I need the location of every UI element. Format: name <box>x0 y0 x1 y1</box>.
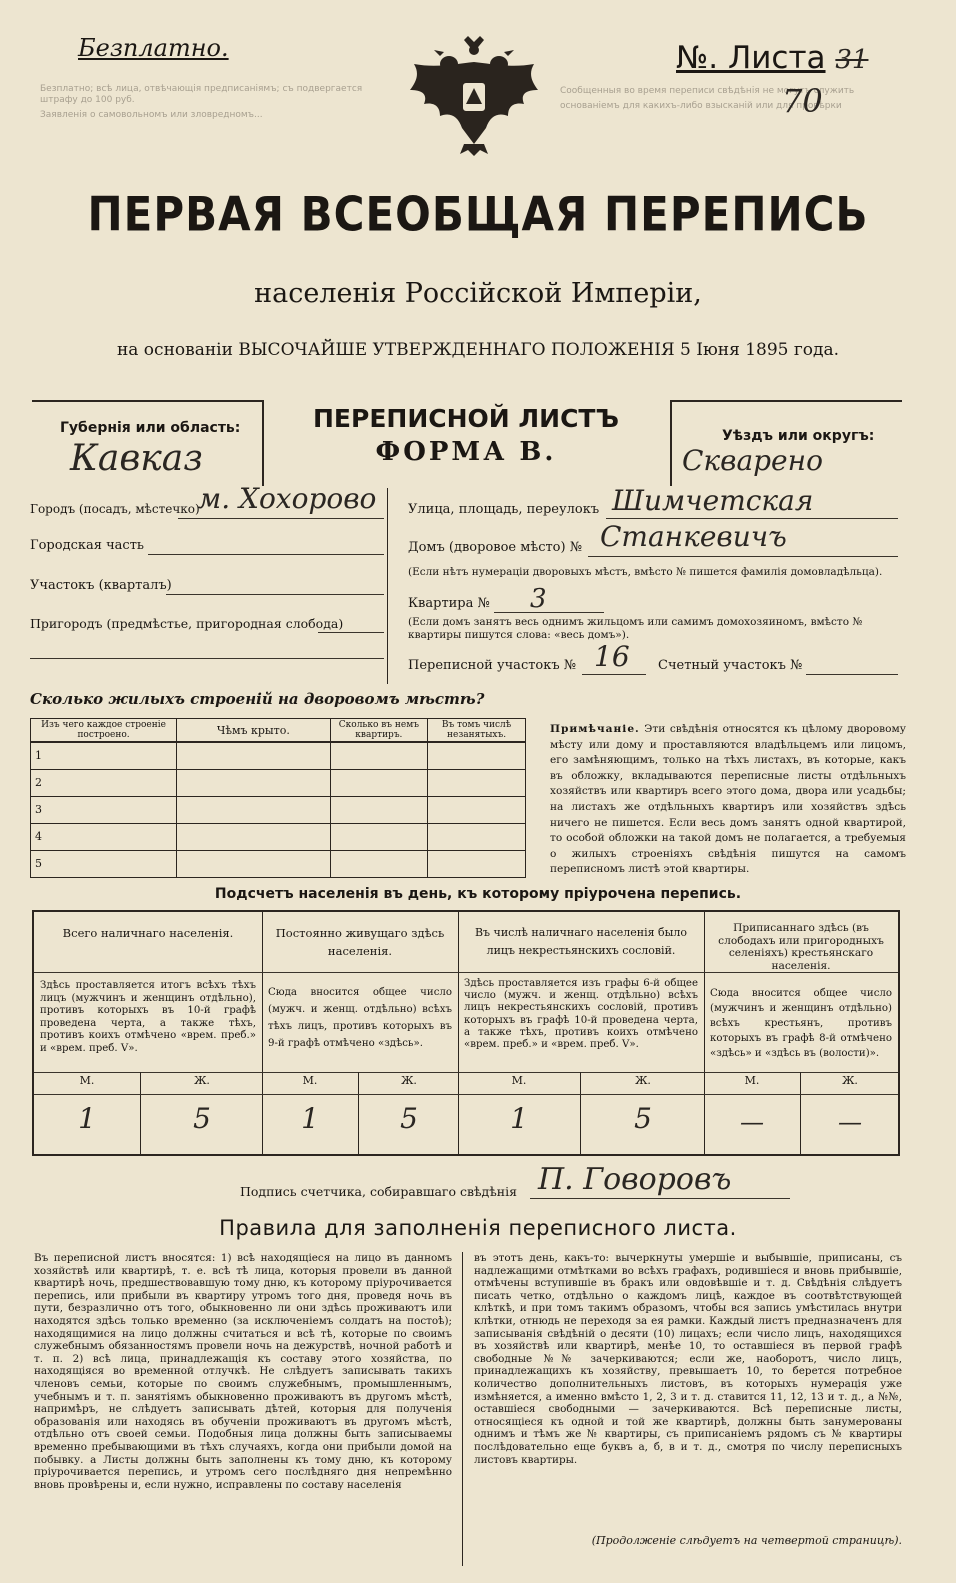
free-label: Безплатно. <box>78 34 229 62</box>
population-col-peasant <box>704 912 898 1154</box>
population-title: Подсчетъ населенія въ день, къ которому пріурочена перепись. <box>214 886 742 902</box>
divider <box>458 1094 704 1095</box>
nonpeasant-m-value[interactable]: 1 <box>510 1102 528 1135</box>
bleed-through-left <box>40 84 370 121</box>
divider <box>704 1094 898 1095</box>
divider <box>34 1094 262 1095</box>
cell[interactable] <box>330 769 428 796</box>
census-section-label: Переписной участокъ № <box>408 658 577 673</box>
total-m-value[interactable]: 1 <box>78 1102 96 1135</box>
precinct-label: Участокъ (кварталъ) <box>30 578 172 593</box>
row-number: 1 <box>31 742 177 769</box>
f-label: Ж. <box>635 1074 651 1087</box>
divider <box>800 1072 801 1154</box>
divider <box>580 1072 581 1154</box>
divider <box>704 972 898 973</box>
rules-right-column: въ этотъ день, какъ-то: вычеркнуты умершіе и выбывшіе, приписаны, съ надлежащими отмѣтками во всѣхъ графахъ, родившіеся и вновь прибывшіе, отмѣчены вступившіе въ бракъ или овдовѣвшіе и т. д. Свѣдѣнія слѣдуетъ писать четко, отдѣльно о каждомъ лицѣ, каждое въ соотвѣтствующей клѣткѣ, и при томъ такимъ образомъ, чтобы вся запись умѣстилась внутри клѣтки, отнюдь не переходя за ея рамки. Каждый листъ предназначенъ для записыванія свѣдѣній о десяти (10) лицахъ; если число лицъ, находящихся въ хозяйствѣ или квартирѣ, менѣе 10, то оставшіеся въ первой графѣ свободные №№ зачеркиваются; если же, наоборотъ, число лицъ, принадлежащихъ къ хозяйству, превышаетъ 10, то берется потребное количество дополнительныхъ листовъ, въ которыхъ нумерація уже измѣняется, а именно вмѣсто 1, 2, 3 и т. д. ставится 11, 12, 13 и т. д., а №№, оставшіеся свободными — зачеркиваются. Всѣ переписные листы, относящіеся къ одной и той же квартирѣ, должны быть занумерованы однимъ и тѣмъ же № квартиры, съ приписаніемъ рядомъ съ № квартиры послѣдовательно еще буквъ а, б, в и т. д., смотря по числу переписныхъ листовъ квартиры. <box>474 1252 902 1466</box>
form-title-box <box>264 400 668 467</box>
street-value[interactable]: Шимчетская <box>612 484 814 517</box>
bleed-line: Сообщенныя во время переписи свѣдѣнія не могутъ служить <box>560 86 855 96</box>
signature-value[interactable]: П. Говоровъ <box>538 1162 732 1197</box>
col-desc: Сюда вносится общее число (мужчинъ и женщинъ отдѣльно) всѣхъ крестьянъ, противъ которыхъ въ графѣ 8-й отмѣчено «здѣсь» и «здѣсь въ (волости)». <box>710 988 892 1059</box>
cell[interactable] <box>330 796 428 823</box>
buildings-note <box>550 722 906 878</box>
col-heading: Постоянно живущаго здѣсь населенія. <box>275 926 445 958</box>
divider <box>34 1072 262 1073</box>
buildings-col-vacant: Въ томъ числѣ незанятыхъ. <box>428 719 526 743</box>
cell[interactable] <box>177 850 330 877</box>
suburb-line-2[interactable] <box>30 658 384 659</box>
province-label: Губернія или область: <box>60 420 241 436</box>
buildings-col-roof: Чѣмъ крыто. <box>177 719 330 743</box>
street-line <box>606 518 898 519</box>
province-box <box>32 400 264 486</box>
divider <box>262 1072 458 1073</box>
cell[interactable] <box>330 742 428 769</box>
permanent-m-value[interactable]: 1 <box>301 1102 319 1135</box>
house-note: (Если нѣтъ нумераціи дворовыхъ мѣстъ, вмѣсто № пишется фамилія домовладѣльца). <box>408 566 883 578</box>
double-headed-eagle-icon <box>404 34 544 156</box>
col-heading: Всего наличнаго населенія. <box>62 926 234 940</box>
rules-title: Правила для заполненія переписного листа. <box>219 1216 737 1240</box>
province-value[interactable]: Кавказ <box>70 438 203 479</box>
nonpeasant-f-value[interactable]: 5 <box>634 1102 652 1135</box>
col-desc: Здѣсь проставляется итогъ всѣхъ тѣхъ лицъ (мужчинъ и женщинъ отдѣльно), противъ которыхъ въ 10-й графѣ проведена черта, а также тѣхъ, противъ коихъ отмѣчено «врем. преб.» и «врем. преб. V». <box>40 980 256 1054</box>
table-row <box>31 850 526 877</box>
divider <box>458 1072 704 1073</box>
district-value[interactable]: Скварено <box>682 444 823 477</box>
m-label: М. <box>79 1074 95 1087</box>
signature-line <box>530 1198 790 1199</box>
apartment-value[interactable]: 3 <box>530 584 547 614</box>
cell[interactable] <box>177 769 330 796</box>
f-label: Ж. <box>842 1074 858 1087</box>
sheet-number-struck: 31 <box>835 45 869 75</box>
census-section-value[interactable]: 16 <box>594 640 630 673</box>
peasant-m-value[interactable]: — <box>740 1108 764 1136</box>
page-subtitle: населенія Россійской Имперіи, <box>254 278 702 309</box>
signature-label: Подпись счетчика, собиравшаго свѣдѣнія <box>240 1184 517 1199</box>
precinct-line[interactable] <box>166 594 384 595</box>
divider <box>704 1072 898 1073</box>
bleed-line: основаніемъ для какихъ-либо взысканій или для провѣрки <box>560 101 842 111</box>
row-number: 4 <box>31 823 177 850</box>
divider <box>262 1094 458 1095</box>
house-value[interactable]: Станкевичъ <box>600 520 787 553</box>
city-line <box>178 518 384 519</box>
apartment-label: Квартира № <box>408 596 490 611</box>
permanent-f-value[interactable]: 5 <box>400 1102 418 1135</box>
rules-divider <box>462 1252 463 1566</box>
legal-basis: на основаніи ВЫСОЧАЙШЕ УТВЕРЖДЕННАГО ПОЛОЖЕНІЯ 5 Іюня 1895 года. <box>116 340 840 360</box>
cell[interactable] <box>428 742 526 769</box>
census-section-line <box>582 674 646 675</box>
population-col-nonpeasant <box>458 912 705 1154</box>
divider <box>140 1072 141 1154</box>
population-col-total <box>34 912 263 1154</box>
note-title: Примѣчаніе. <box>550 723 640 735</box>
buildings-question: Сколько жилыхъ строеній на дворовомъ мѣстѣ? <box>30 690 485 708</box>
cell[interactable] <box>177 823 330 850</box>
sheet-number-label <box>676 40 868 76</box>
page-title: ПЕРВАЯ ВСЕОБЩАЯ ПЕРЕПИСЬ <box>87 187 869 242</box>
apartment-line <box>494 612 604 613</box>
suburb-line[interactable] <box>318 632 384 633</box>
divider <box>358 1072 359 1154</box>
col-heading: Приписаннаго здѣсь (въ слободахъ или пригородныхъ селеніяхъ) крестьянскаго населенія. <box>718 922 884 972</box>
buildings-col-apartments: Сколько въ немъ квартиръ. <box>330 719 428 743</box>
buildings-col-material: Изъ чего каждое строеніе построено. <box>31 719 177 743</box>
buildings-table <box>30 718 526 878</box>
city-part-line[interactable] <box>148 554 384 555</box>
table-row <box>31 742 526 769</box>
suburb-label: Пригородъ (предмѣстье, пригородная слобода) <box>30 616 344 631</box>
cell[interactable] <box>428 796 526 823</box>
house-label: Домъ (дворовое мѣсто) № <box>408 540 583 555</box>
divider <box>262 972 458 973</box>
city-value[interactable]: м. Хохорово <box>198 482 377 515</box>
cell[interactable] <box>428 850 526 877</box>
city-part-label: Городская часть <box>30 538 144 553</box>
house-line <box>588 556 898 557</box>
population-table <box>32 910 900 1156</box>
rules-left-column: Въ переписной листъ вносятся: 1) всѣ находящіеся на лицо въ данномъ хозяйствѣ или квартирѣ, т. е. всѣ тѣ лица, которыя провели въ данной квартирѣ ночь, предшествовавшую тому дню, къ которому пріурочивается перепись, или прибыли въ квартиру утромъ того дня, проведя ночь въ пути, безразлично отъ того, обыкновенно ли они здѣсь проживаютъ или находятся здѣсь только временно (за исключеніемъ солдатъ на постоѣ); находящимися на лицо должны считаться и всѣ тѣ, которые по своимъ служебнымъ обязанностямъ провели ночь на дежурствѣ, ночной работѣ и т. п. 2) всѣ лица, принадлежащія къ составу этого хозяйства, по находящіяся во временной отлучкѣ. Не слѣдуетъ записывать такихъ членовъ семьи, которые по своимъ служебнымъ, промышленнымъ, учебнымъ и т. п. занятіямъ обыкновенно проживаютъ въ другомъ мѣстѣ, напримѣръ, не слѣдуетъ записывать дѣтей, которыя для полученія образованія или находясь въ обученіи проживаютъ въ другомъ мѣстѣ, отдѣльно отъ своей семьи. Подобныя лица должны быть записываемы временно пребывающими въ тѣхъ случаяхъ, когда они прибыли домой на побывку. а Листы должны быть заполнены къ тому дню, къ которому пріурочивается перепись, и утромъ сего послѣдняго дня непремѣнно вновь провѣрены и, если нужно, исправлены по составу населенія <box>34 1252 452 1491</box>
m-label: М. <box>302 1074 318 1087</box>
sheet-number-text: №. Листа <box>676 40 826 76</box>
cell[interactable] <box>330 850 428 877</box>
district-label: Уѣздъ или округъ: <box>722 428 875 444</box>
m-label: М. <box>744 1074 760 1087</box>
population-col-permanent <box>262 912 459 1154</box>
note-text: Эти свѣдѣнія относятся къ цѣлому дворовому мѣсту или дому и проставляются владѣльцемъ или лицомъ, его замѣняющимъ, только на тѣхъ листахъ, въ которые, какъ въ обложку, вкладываются переписные листы отдѣльныхъ хозяйствъ или квартиръ всего этого дома, двора или усадьбы; на листахъ же отдѣльныхъ квартиръ или хозяйствъ здѣсь ничего не пишется. Если весь домъ занятъ одной квартирой, то особой обложки на такой домъ не полагается, а требуемыя о жилыхъ строеніяхъ свѣдѣнія пишутся на самомъ переписномъ листѣ этой квартиры. <box>550 723 906 876</box>
divider <box>34 972 262 973</box>
district-box <box>670 400 902 486</box>
cell[interactable] <box>428 823 526 850</box>
col-desc: Сюда вносится общее число (мужч. и женщ. отдѣльно) всѣхъ тѣхъ лицъ, противъ которыхъ въ 9-й графѣ отмѣчено «здѣсь». <box>268 987 452 1049</box>
table-row <box>31 769 526 796</box>
cell[interactable] <box>330 823 428 850</box>
bleed-line: Заявленія о самовольномъ или зловредномъ... <box>40 110 263 120</box>
table-row <box>31 823 526 850</box>
count-section-label: Счетный участокъ № <box>658 658 803 673</box>
sheet-type-title: ПЕРЕПИСНОЙ ЛИСТЪ <box>313 404 619 433</box>
col-heading: Въ числѣ наличнаго населенія было лицъ некрестьянскихъ сословій. <box>474 926 688 957</box>
cell[interactable] <box>428 769 526 796</box>
bleed-through-right <box>560 86 890 112</box>
total-f-value[interactable]: 5 <box>193 1102 211 1135</box>
cell[interactable] <box>177 742 330 769</box>
row-number: 2 <box>31 769 177 796</box>
count-section-line[interactable] <box>806 674 898 675</box>
apartment-note: (Если домъ занятъ весь однимъ жильцомъ или самимъ домохозяиномъ, вмѣсто № квартиры пишутся слова: «весь домъ»). <box>408 616 863 641</box>
m-label: М. <box>511 1074 527 1087</box>
city-label: Городъ (посадъ, мѣстечко) <box>30 502 200 516</box>
rules-continued: (Продолженіе слѣдуетъ на четвертой страницѣ). <box>591 1534 902 1547</box>
address-divider <box>387 488 388 684</box>
cell[interactable] <box>177 796 330 823</box>
street-label: Улица, площадь, переулокъ <box>408 502 600 517</box>
col-desc: Здѣсь проставляется изъ графы 6-й общее число (мужч. и женщ. отдѣльно) всѣхъ лицъ некрестьянскихъ сословій, противъ которыхъ въ графѣ 10-й проведена черта, а также тѣхъ, противъ коихъ отмѣчено «врем. преб.» и «врем. преб. V». <box>464 978 698 1051</box>
row-number: 5 <box>31 850 177 877</box>
f-label: Ж. <box>401 1074 417 1087</box>
table-row <box>31 796 526 823</box>
divider <box>458 972 704 973</box>
sheet-number-value: 70 <box>782 82 823 120</box>
peasant-f-value[interactable]: — <box>838 1108 862 1136</box>
form-type-label: ФОРМА В. <box>375 437 557 467</box>
bleed-line: Безплатно; всѣ лица, отвѣчающія предписаніямъ; съ подвергается штрафу до 100 руб. <box>40 84 363 105</box>
row-number: 3 <box>31 796 177 823</box>
f-label: Ж. <box>194 1074 210 1087</box>
